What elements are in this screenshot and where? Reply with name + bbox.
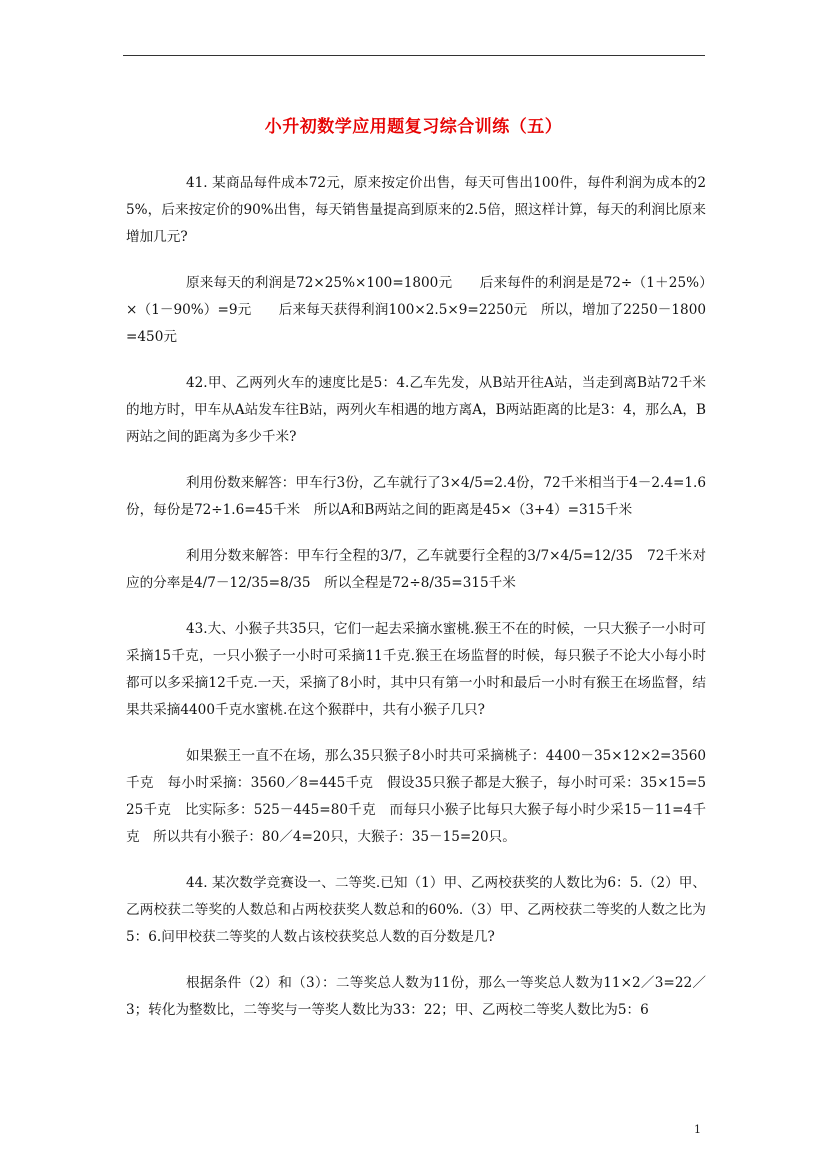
solution-42-by-fractions: 利用分数来解答：甲车行全程的3/7，乙车就要行全程的3/7×4/5=12/35 72千米对应的分率是4/7－12/35=8/35 所以全程是72÷8/35=315千米 xyxy=(126,548,706,591)
solution-44: 根据条件（2）和（3）：二等奖总人数为11份，那么一等奖总人数为11×2／3=22／3；转化为整数比，二等奖与一等奖人数比为33：22；甲、乙两校二等奖人数比为5：6 xyxy=(126,975,706,1018)
problem-43: 43.大、小猴子共35只，它们一起去采摘水蜜桃.猴王不在的时候，一只大猴子一小时可采摘15千克，一只小猴子一小时可采摘11千克.猴王在场监督的时候，每只猴子不论大小每小时都可以多采摘12千克.一天，采摘了8小时，其中只有第一小时和最后一小时有猴王在场监督，结果共采摘4400千克水蜜桃.在这个猴群中，共有小猴子几只? xyxy=(126,621,706,718)
problem-41: 41. 某商品每件成本72元，原来按定价出售，每天可售出100件，每件利润为成本的25%，后来按定价的90%出售，每天销售量提高到原来的2.5倍，照这样计算，每天的利润比原来增加几元? xyxy=(126,175,706,245)
page-number: 1 xyxy=(694,1123,701,1136)
document-title: 小升初数学应用题复习综合训练（五） xyxy=(264,117,563,137)
solution-43: 如果猴王一直不在场，那么35只猴子8小时共可采摘桃子：4400－35×12×2=3560千克 每小时采摘：3560／8=445千克 假设35只猴子都是大猴子，每小时可采：35×15=525千克 比实际多：525－445=80千克 而每只小猴子比每只大猴子每小时少采15－11=4千克 所以共有小猴子：80／4=20只，大猴子：35－15=20只。 xyxy=(126,748,706,845)
header-rule xyxy=(123,55,705,56)
problem-42: 42.甲、乙两列火车的速度比是5：4.乙车先发，从B站开往A站，当走到离B站72千米的地方时，甲车从A站发车往B站，两列火车相遇的地方离A，B两站距离的比是3：4，那么A，B两站之间的距离为多少千米? xyxy=(126,375,706,445)
document-body xyxy=(126,170,706,1043)
solution-41: 原来每天的利润是72×25%×100=1800元 后来每件的利润是是72÷（1＋25%）×（1－90%）=9元 后来每天获得利润100×2.5×9=2250元 所以，增加了2250－1800=450元 xyxy=(126,275,706,345)
problem-44: 44. 某次数学竞赛设一、二等奖.已知（1）甲、乙两校获奖的人数比为6：5.（2）甲、乙两校获二等奖的人数总和占两校获奖人数总和的60%.（3）甲、乙两校获二等奖的人数之比为5：6.问甲校获二等奖的人数占该校获奖总人数的百分数是几? xyxy=(126,875,706,945)
solution-42-by-parts: 利用份数来解答：甲车行3份，乙车就行了3×4/5=2.4份，72千米相当于4－2.4=1.6份，每份是72÷1.6=45千米 所以A和B两站之间的距离是45×（3+4）=315千米 xyxy=(126,475,706,518)
